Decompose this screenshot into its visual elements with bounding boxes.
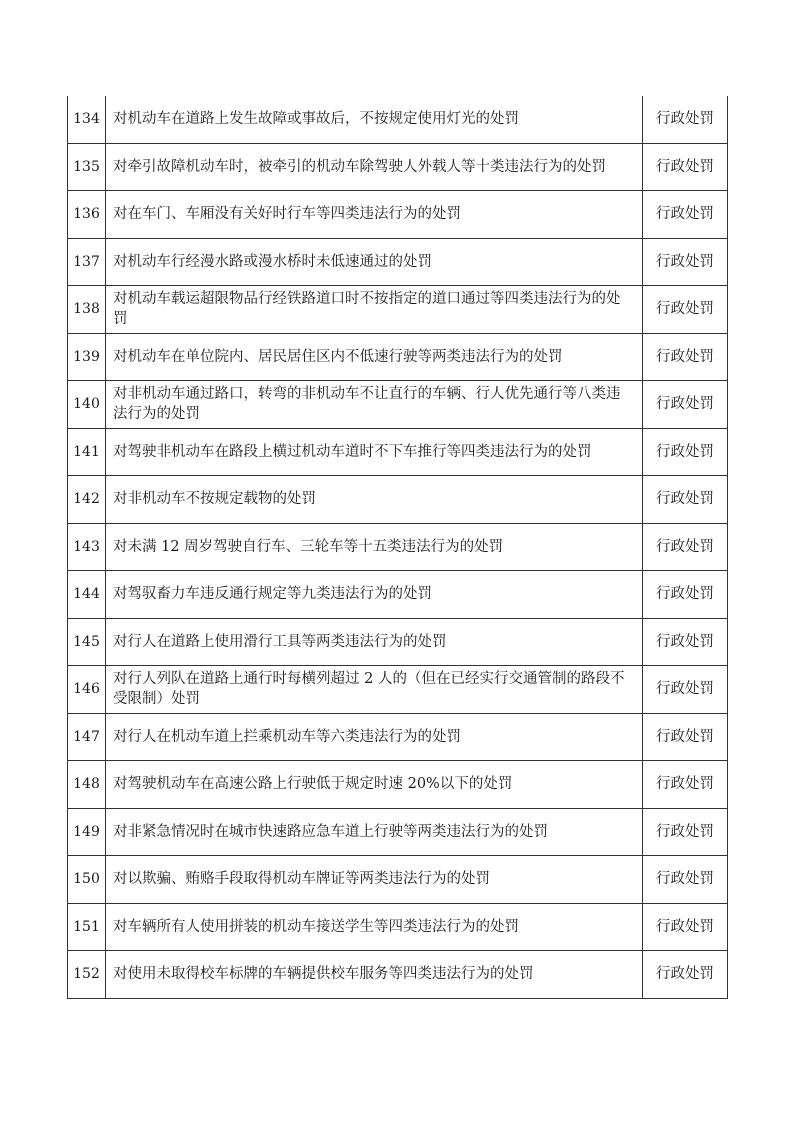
table-row: [68, 618, 728, 666]
table-row: [68, 713, 728, 761]
penalty-type: 行政处罚: [643, 666, 728, 714]
penalty-type: 行政处罚: [643, 286, 728, 334]
penalty-type: 行政处罚: [643, 143, 728, 191]
penalty-item: 对行人在道路上使用滑行工具等两类违法行为的处罚: [106, 618, 643, 666]
table-row: [68, 808, 728, 856]
penalty-item: 对驾驶非机动车在路段上横过机动车道时不下车推行等四类违法行为的处罚: [106, 428, 643, 476]
penalty-item: 对未满 12 周岁驾驶自行车、三轮车等十五类违法行为的处罚: [106, 523, 643, 571]
table-row: [68, 428, 728, 476]
table-row: [68, 143, 728, 191]
penalty-table-container: [67, 96, 727, 999]
penalty-item: 对以欺骗、贿赂手段取得机动车牌证等两类违法行为的处罚: [106, 856, 643, 904]
penalty-table-body: [68, 96, 728, 998]
penalty-item: 对驾驭畜力车违反通行规定等九类违法行为的处罚: [106, 571, 643, 619]
table-row: [68, 856, 728, 904]
penalty-type: 行政处罚: [643, 238, 728, 286]
table-row: [68, 571, 728, 619]
row-number: 145: [68, 618, 106, 666]
penalty-item: 对非机动车通过路口，转弯的非机动车不让直行的车辆、行人优先通行等八类违法行为的处罚: [106, 381, 643, 429]
row-number: 147: [68, 713, 106, 761]
row-number: 135: [68, 143, 106, 191]
row-number: 138: [68, 286, 106, 334]
row-number: 140: [68, 381, 106, 429]
penalty-item: 对牵引故障机动车时，被牵引的机动车除驾驶人外载人等十类违法行为的处罚: [106, 143, 643, 191]
penalty-item: 对行人在机动车道上拦乘机动车等六类违法行为的处罚: [106, 713, 643, 761]
row-number: 134: [68, 96, 106, 143]
table-row: [68, 761, 728, 809]
penalty-type: 行政处罚: [643, 951, 728, 999]
table-row: [68, 191, 728, 239]
penalty-type: 行政处罚: [643, 428, 728, 476]
penalty-item: 对行人列队在道路上通行时每横列超过 2 人的（但在已经实行交通管制的路段不受限制）处罚: [106, 666, 643, 714]
penalty-item: 对非紧急情况时在城市快速路应急车道上行驶等两类违法行为的处罚: [106, 808, 643, 856]
table-row: [68, 238, 728, 286]
row-number: 142: [68, 476, 106, 524]
penalty-table: [67, 96, 728, 999]
table-row: [68, 523, 728, 571]
penalty-item: 对非机动车不按规定载物的处罚: [106, 476, 643, 524]
penalty-item: 对在车门、车厢没有关好时行车等四类违法行为的处罚: [106, 191, 643, 239]
penalty-item: 对机动车载运超限物品行经铁路道口时不按指定的道口通过等四类违法行为的处罚: [106, 286, 643, 334]
table-row: [68, 333, 728, 381]
penalty-item: 对机动车行经漫水路或漫水桥时未低速通过的处罚: [106, 238, 643, 286]
row-number: 136: [68, 191, 106, 239]
penalty-item: 对机动车在道路上发生故障或事故后，不按规定使用灯光的处罚: [106, 96, 643, 143]
penalty-type: 行政处罚: [643, 476, 728, 524]
table-row: [68, 666, 728, 714]
penalty-type: 行政处罚: [643, 713, 728, 761]
row-number: 152: [68, 951, 106, 999]
penalty-type: 行政处罚: [643, 96, 728, 143]
table-row: [68, 286, 728, 334]
row-number: 146: [68, 666, 106, 714]
penalty-type: 行政处罚: [643, 618, 728, 666]
table-row: [68, 96, 728, 143]
penalty-type: 行政处罚: [643, 571, 728, 619]
table-row: [68, 381, 728, 429]
penalty-item: 对驾驶机动车在高速公路上行驶低于规定时速 20%以下的处罚: [106, 761, 643, 809]
penalty-item: 对机动车在单位院内、居民居住区内不低速行驶等两类违法行为的处罚: [106, 333, 643, 381]
penalty-type: 行政处罚: [643, 191, 728, 239]
row-number: 150: [68, 856, 106, 904]
table-row: [68, 476, 728, 524]
penalty-type: 行政处罚: [643, 856, 728, 904]
row-number: 149: [68, 808, 106, 856]
penalty-item: 对使用未取得校车标牌的车辆提供校车服务等四类违法行为的处罚: [106, 951, 643, 999]
row-number: 144: [68, 571, 106, 619]
table-row: [68, 951, 728, 999]
table-row: [68, 903, 728, 951]
row-number: 148: [68, 761, 106, 809]
row-number: 139: [68, 333, 106, 381]
penalty-item: 对车辆所有人使用拼装的机动车接送学生等四类违法行为的处罚: [106, 903, 643, 951]
row-number: 137: [68, 238, 106, 286]
row-number: 141: [68, 428, 106, 476]
row-number: 143: [68, 523, 106, 571]
penalty-type: 行政处罚: [643, 761, 728, 809]
penalty-type: 行政处罚: [643, 903, 728, 951]
penalty-type: 行政处罚: [643, 381, 728, 429]
row-number: 151: [68, 903, 106, 951]
penalty-type: 行政处罚: [643, 523, 728, 571]
penalty-type: 行政处罚: [643, 808, 728, 856]
penalty-type: 行政处罚: [643, 333, 728, 381]
